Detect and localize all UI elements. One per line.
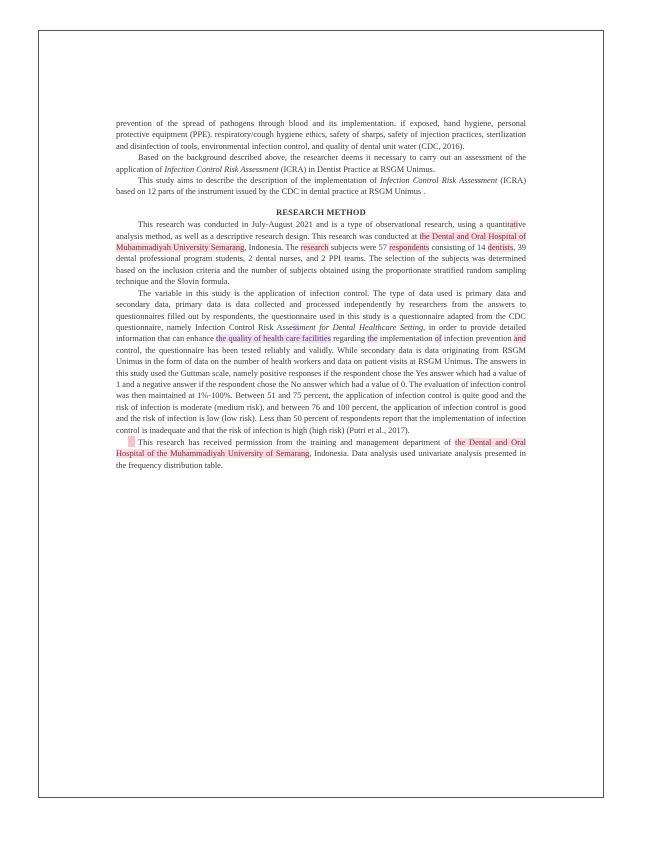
text-highlight[interactable]: of [434,334,442,344]
text-highlight[interactable]: research [300,243,329,253]
paragraph-background [116,152,526,175]
text-highlight[interactable]: dentists [487,243,514,253]
italic-term: ment for Dental Healthcare Setting [299,322,424,332]
paragraph-research-design [116,219,526,287]
paragraph-text: ve analysis method, as well as a descriptive research design. This research was conducted at [116,220,526,241]
paragraph-text: (ICRA) based on 12 parts of the instrument issued by the CDC in dental practice at RSGM Unimus . [116,176,527,197]
paragraph-text: Based on the background described above, the researcher deems it necessary to carry out an assessment of the application of [116,153,526,174]
paragraph-text: (ICRA) in Dentist Practice at RSGM Unimus. [278,164,435,174]
text-highlight[interactable]: ss [292,322,300,332]
paragraph-text: implementation [377,334,435,344]
paragraph-text: infection prevention [441,334,514,344]
italic-term: Infection Control Risk Assessment [379,176,498,186]
paragraph-text: control, the questionnaire has been tested reliably and validly. While secondary data is data originating from RSGM Unimus in the form of data on the number of health workers and data on patient visits at RSGM Unimus. The answers in this study used the Guttman scale, namely positive responses if the respondent chose the Yes answer which had a value of 1 and a negative answer if the respondent chose the No answer which had a value of 0. The evaluation of infection control was then maintained at 1%-100%. Between 51 and 75 percent, the application of infection control is quite good and the risk of infection is moderate (medium risk), and between 76 and 100 percent, the application of infection control is good and the risk of infection is low (low risk). Less than 50 percent of respondents report that the implementation of infection control is inadequate and that the risk of infection is high (high risk) (Putri et al., 2017). [116,345,526,435]
paragraph-text: The variable in this study is the application of infection control. The type of data used is primary data and secondary data, primary data is data collected and processed independently by researchers from the answers to questionnaires filled out by respondents, the questionnaire used in this study is a questionnaire adapted from the CDC questionnaire, namely Infection Control Risk Asse [116,288,526,332]
paragraph-text: prevention of the spread of pathogens through blood and its implementation. if exposed, hand hygiene, personal protective equipment (PPE). respiratory/cough hygiene ethics, safety of sharps, safety of injection practices, sterilization and disinfection of tools, environmental infection control, and quality of dental unit water (CDC, 2016). [116,119,526,151]
paragraph-aim [116,175,526,198]
text-highlight[interactable]: ati [509,220,519,230]
document-body [116,118,526,471]
text-highlight[interactable]: the [367,334,378,344]
paragraph-text: This research has received permission from the training and management department of [138,437,455,447]
paragraph-text: This study aims to describe the description of the implementation of [138,176,380,186]
italic-term: Infection Control Risk Assessment [164,164,279,174]
section-heading: RESEARCH METHOD [276,207,366,217]
paragraph-variables [116,288,526,436]
paragraph-text: subjects were 57 [328,243,390,253]
text-highlight[interactable]: the Dental and Oral Hospital of Muhammadiyah University Semarang [116,231,526,253]
paragraph-text: regarding [330,334,368,344]
highlight-marker[interactable] [128,436,135,447]
paragraph-infection-prevention [116,118,526,152]
paragraph-text: , Indonesia. Data analysis used univariate analysis presented in the frequency distribution table. [116,449,526,470]
paragraph-text: , Indonesia. The [244,243,301,253]
text-highlight[interactable]: and [513,334,526,344]
paragraph-permission [116,436,526,471]
paragraph-text: , 39 dental professional program students, 2 dental nurses, and 2 PPI teams. The selection of the subjects was determined based on the inclusion criteria and the number of subjects obtained using the proportionate stratified random sampling technique and the Slovin formula. [116,243,526,287]
paragraph-text: This research was conducted in July-August 2021 and is a type of observational research, using a quantit [138,220,510,230]
text-highlight[interactable]: the quality of health care facilities [216,334,331,344]
text-highlight[interactable]: respondents [389,243,430,253]
paragraph-text: , in order to provide detailed information that can enhance [116,322,526,344]
paragraph-text: consisting of 14 [429,243,488,253]
text-highlight[interactable]: the Dental and Oral Hospital of the Muhammadiyah University of Semarang [116,437,526,459]
